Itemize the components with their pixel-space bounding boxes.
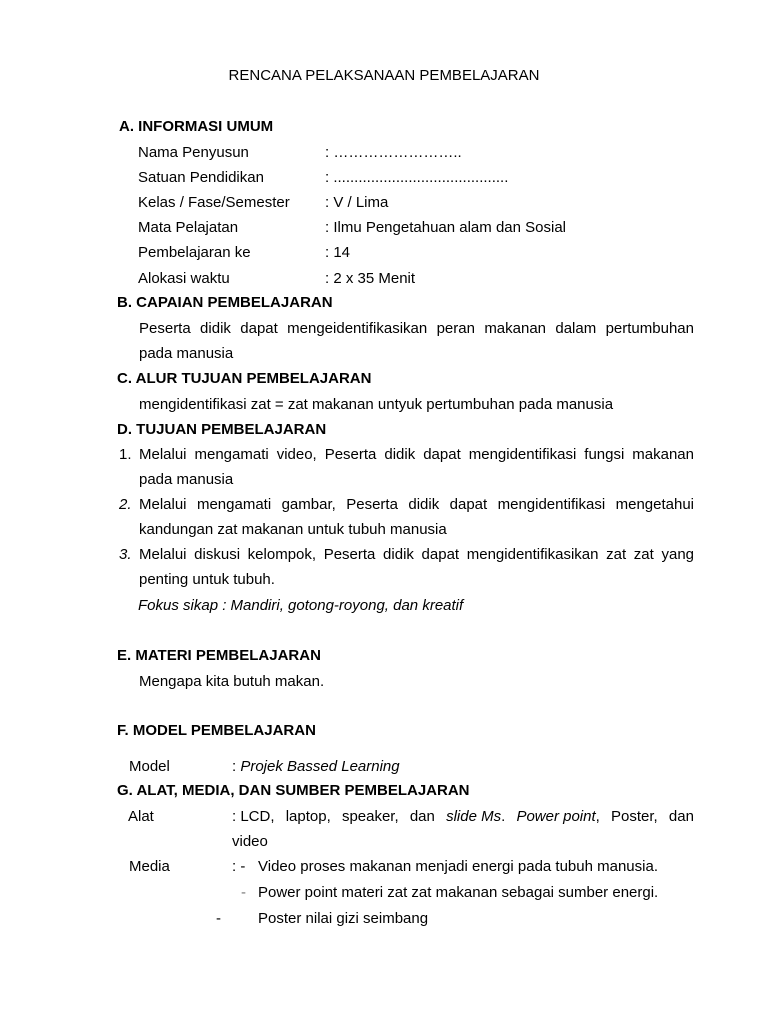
model-colon: : <box>232 758 241 775</box>
info-value-nama-penyusun: : …………………….. <box>325 144 462 161</box>
tujuan-item-2-number: 2. <box>119 496 132 513</box>
alur-text: mengidentifikasi zat = zat makanan untyuk pertumbuhan pada manusia <box>139 396 614 413</box>
media-bullet: - <box>216 910 221 927</box>
alat-word: dan <box>668 808 694 825</box>
info-label-mata-pelajaran: Mata Pelajatan <box>138 219 239 236</box>
tujuan-item-1-line2: pada manusia <box>139 471 234 488</box>
materi-text: Mengapa kita butuh makan. <box>139 673 325 690</box>
model-value <box>232 758 400 776</box>
info-value-satuan-pendidikan: : .......................................... <box>325 169 509 186</box>
info-value-alokasi-waktu: : 2 x 35 Menit <box>325 270 416 287</box>
section-f-heading: F. MODEL PEMBELAJARAN <box>117 722 316 739</box>
section-g-heading: G. ALAT, MEDIA, DAN SUMBER PEMBELAJARAN <box>117 782 470 799</box>
info-value-mata-pelajaran: : Ilmu Pengetahuan alam dan Sosial <box>325 219 566 236</box>
section-d-heading: D. TUJUAN PEMBELAJARAN <box>117 421 327 438</box>
alat-slide: slide Ms. <box>446 808 506 825</box>
alat-word: speaker, <box>341 808 399 825</box>
info-label-nama-penyusun: Nama Penyusun <box>138 144 249 161</box>
media-label: Media <box>129 858 170 875</box>
model-label: Model <box>129 758 170 775</box>
alat-line2: video <box>232 833 268 850</box>
media-bullet: - <box>241 884 246 901</box>
info-value-pembelajaran-ke: : 14 <box>325 244 351 261</box>
document-title: RENCANA PELAKSANAAN PEMBELAJARAN <box>228 67 540 84</box>
info-label-pembelajaran-ke: Pembelajaran ke <box>138 244 251 261</box>
media-colon-dash: : - <box>232 858 246 875</box>
info-label-kelas: Kelas / Fase/Semester <box>138 194 290 211</box>
info-value-kelas: : V / Lima <box>325 194 389 211</box>
section-b-heading: B. CAPAIAN PEMBELAJARAN <box>117 294 333 311</box>
tujuan-item-2-line2: kandungan zat makanan untuk tubuh manusia <box>139 521 447 538</box>
tujuan-item-3-line2: penting untuk tubuh. <box>139 571 275 588</box>
media-item-1: Video proses makanan menjadi energi pada tubuh manusia. <box>258 858 658 875</box>
alat-label: Alat <box>128 808 154 825</box>
info-label-satuan-pendidikan: Satuan Pendidikan <box>138 169 264 186</box>
alat-word: : LCD, <box>232 808 275 825</box>
alat-word: laptop, <box>285 808 331 825</box>
tujuan-item-3-line1: Melalui diskusi kelompok, Peserta didik dapat mengidentifikasikan zat zat yang <box>139 546 694 563</box>
media-item-2: Power point materi zat zat makanan sebagai sumber energi. <box>258 884 659 901</box>
model-name: Projek Bassed Learning <box>240 758 400 775</box>
alat-word: Poster, <box>611 808 658 825</box>
fokus-sikap: Fokus sikap : Mandiri, gotong-royong, dan kreatif <box>138 597 464 614</box>
tujuan-item-2-line1: Melalui mengamati gambar, Peserta didik dapat mengidentifikasi mengetahui <box>139 496 694 513</box>
alat-power-point: Power point, <box>516 808 600 825</box>
section-c-heading: C. ALUR TUJUAN PEMBELAJARAN <box>117 370 372 387</box>
alat-word: dan <box>409 808 435 825</box>
section-a-heading: A. INFORMASI UMUM <box>119 118 274 135</box>
capaian-text-line1: Peserta didik dapat mengeidentifikasikan peran makanan dalam pertumbuhan <box>139 320 694 337</box>
info-label-alokasi-waktu: Alokasi waktu <box>138 270 230 287</box>
capaian-text-line2: pada manusia <box>139 345 234 362</box>
tujuan-item-1-line1: Melalui mengamati video, Peserta didik dapat mengidentifikasi fungsi makanan <box>139 446 694 463</box>
media-item-3: Poster nilai gizi seimbang <box>258 910 429 927</box>
alat-line1 <box>232 808 694 826</box>
tujuan-item-3-number: 3. <box>119 546 132 563</box>
section-e-heading: E. MATERI PEMBELAJARAN <box>117 647 321 664</box>
tujuan-item-1-number: 1. <box>119 446 132 463</box>
